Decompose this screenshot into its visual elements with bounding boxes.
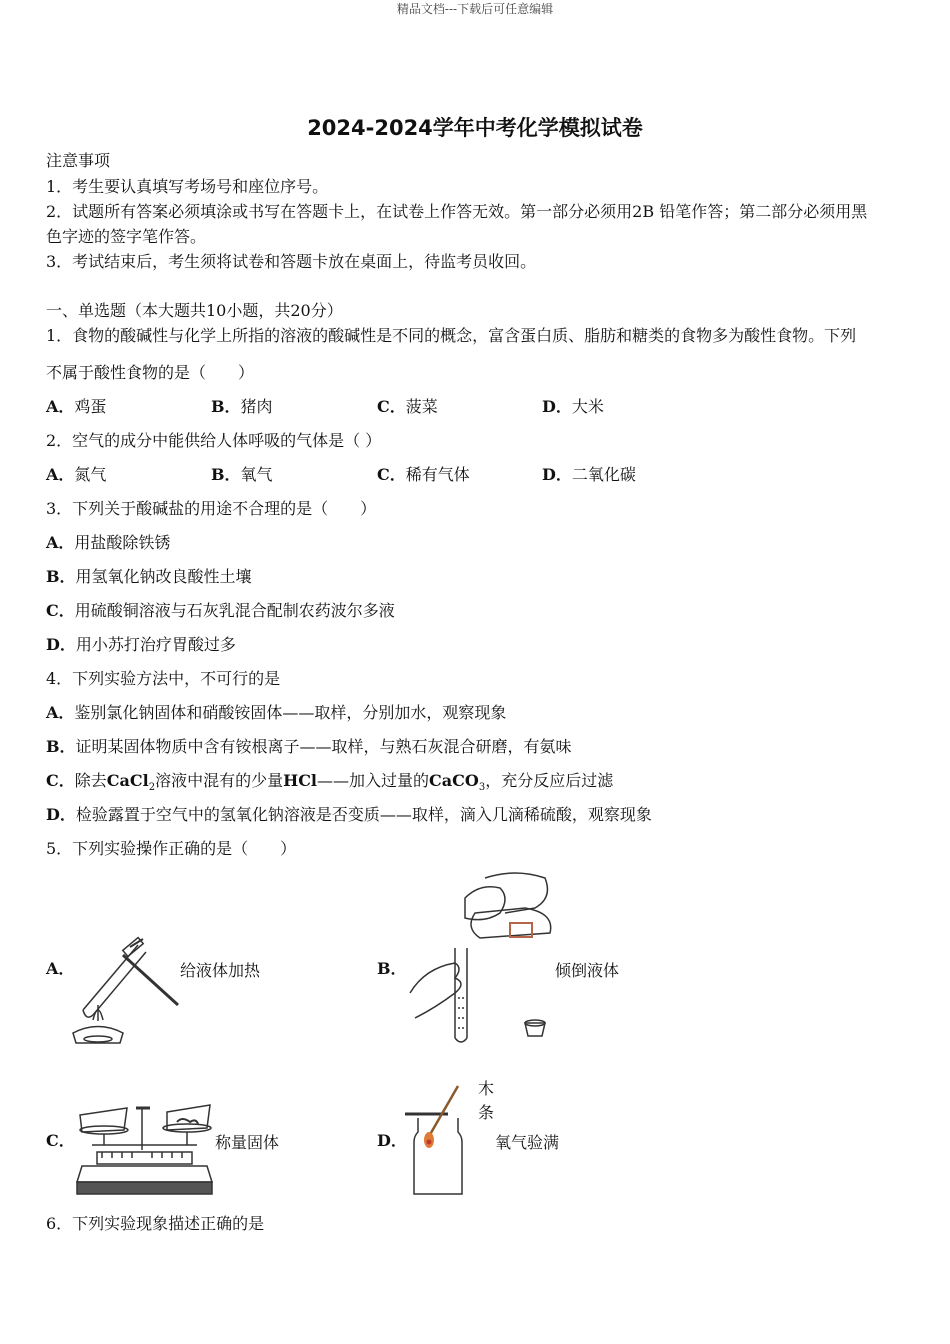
question-1-stem: 1．食物的酸碱性与化学上所指的溶液的酸碱性是不同的概念，富含蛋白质、脂肪和糖类的食物多为酸性食物。下列 xyxy=(46,326,857,345)
q3-option-a: A．用盐酸除铁锈 xyxy=(46,533,171,552)
q1-option-b: B．猪肉 xyxy=(211,397,273,416)
question-5-stem: 5．下列实验操作正确的是（ ） xyxy=(46,839,297,858)
q1-option-c: C．菠菜 xyxy=(377,397,438,416)
question-6-stem: 6．下列实验现象描述正确的是 xyxy=(46,1214,265,1233)
q2-option-d: D．二氧化碳 xyxy=(542,465,636,484)
note-item: 3．考试结束后，考生须将试卷和答题卡放在桌面上，待监考员收回。 xyxy=(46,252,537,271)
q5-fig-c-label: 称量固体 xyxy=(215,1133,280,1152)
question-1-stem-cont: 不属于酸性食物的是（ ） xyxy=(46,363,255,382)
q1-option-a: A．鸡蛋 xyxy=(46,397,107,416)
q3-option-b: B．用氢氧化钠改良酸性土壤 xyxy=(46,567,252,586)
wooden-stick-label-1: 木 xyxy=(478,1079,495,1098)
note-item: 2．试题所有答案必须填涂或书写在答题卡上，在试卷上作答无效。第一部分必须用2B 铅笔作答；第二部分必须用黑 xyxy=(46,202,868,221)
notes-heading: 注意事项 xyxy=(46,151,111,170)
weighing-balance-figure xyxy=(72,1100,217,1198)
q5-fig-a-letter: A． xyxy=(46,959,75,978)
q5-fig-b-label: 倾倒液体 xyxy=(555,961,620,980)
q4-option-b: B．证明某固体物质中含有铵根离子——取样，与熟石灰混合研磨，有氨味 xyxy=(46,737,572,756)
q3-option-d: D．用小苏打治疗胃酸过多 xyxy=(46,635,236,654)
section-heading: 一、单选题（本大题共10小题，共20分） xyxy=(46,301,343,320)
note-item: 色字迹的签字笔作答。 xyxy=(46,227,207,246)
page-header: 精品文档---下载后可任意编辑 xyxy=(396,2,554,16)
q2-option-c: C．稀有气体 xyxy=(377,465,470,484)
q4-option-a: A．鉴别氯化钠固体和硝酸铵固体——取样，分别加水，观察现象 xyxy=(46,703,507,722)
q4-option-d: D．检验露置于空气中的氢氧化钠溶液是否变质——取样，滴入几滴稀硫酸，观察现象 xyxy=(46,805,652,824)
q5-fig-c-letter: C． xyxy=(46,1131,75,1150)
page-title: 2024-2024学年中考化学模拟试卷 xyxy=(307,116,643,140)
q2-option-a: A．氮气 xyxy=(46,465,107,484)
note-item: 1．考生要认真填写考场号和座位序号。 xyxy=(46,177,329,196)
q5-fig-b-letter: B． xyxy=(377,959,407,978)
oxygen-test-figure xyxy=(400,1080,480,1198)
question-3-stem: 3．下列关于酸碱盐的用途不合理的是（ ） xyxy=(46,499,377,518)
q3-option-c: C．用硫酸铜溶液与石灰乳混合配制农药波尔多液 xyxy=(46,601,395,620)
question-4-stem: 4．下列实验方法中，不可行的是 xyxy=(46,669,281,688)
wooden-stick-label-2: 条 xyxy=(478,1103,495,1122)
q5-fig-a-label: 给液体加热 xyxy=(180,961,261,980)
pouring-liquid-figure xyxy=(405,868,555,1048)
question-2-stem: 2．空气的成分中能供给人体呼吸的气体是（ ） xyxy=(46,431,382,450)
q5-fig-d-letter: D． xyxy=(377,1131,407,1150)
heating-liquid-figure xyxy=(68,935,188,1050)
q4-option-c: C．除去CaCl$_2$溶液中混有的少量HCl——加入过量的CaCO$_3$，充分反应后过滤 xyxy=(46,771,614,794)
q1-option-d: D．大米 xyxy=(542,397,604,416)
q5-fig-d-label: 氧气验满 xyxy=(495,1133,560,1152)
q2-option-b: B．氧气 xyxy=(211,465,273,484)
